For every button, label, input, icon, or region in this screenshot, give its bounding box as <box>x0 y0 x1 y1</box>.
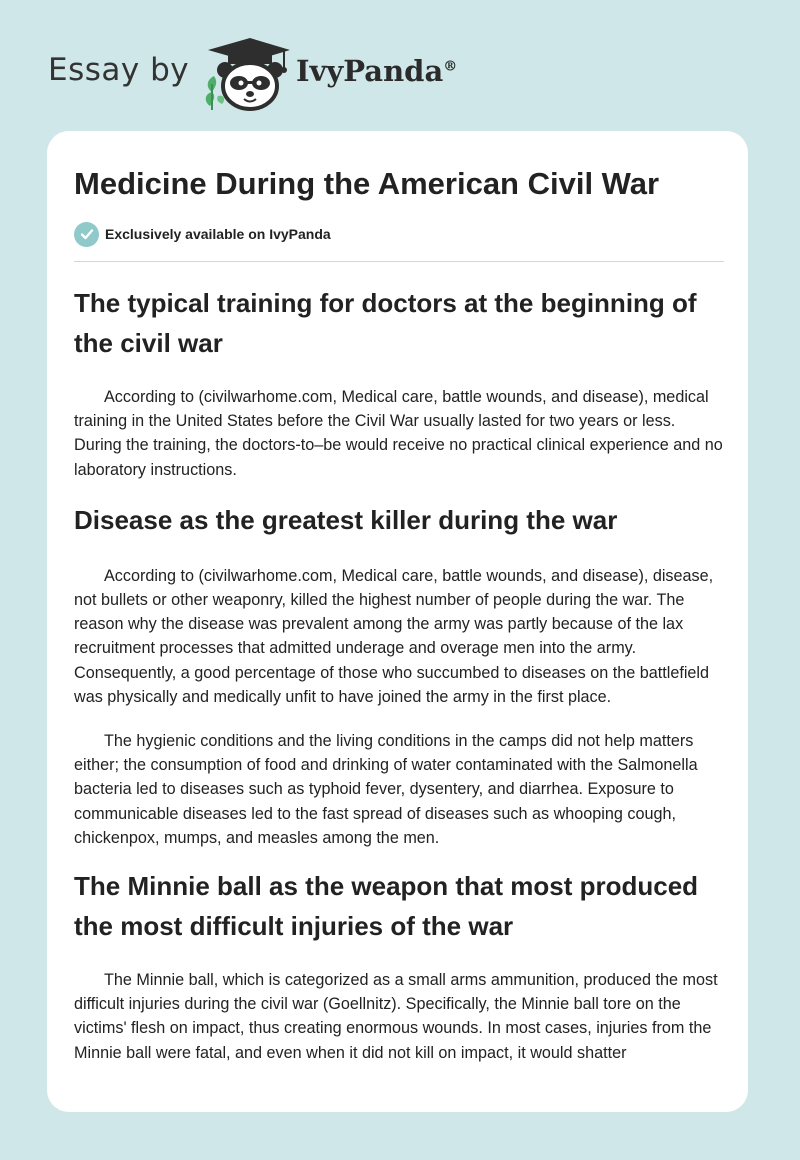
section-heading: The Minnie ball as the weapon that most produced the most difficult injuries of the war <box>74 871 699 942</box>
title-divider <box>74 261 724 262</box>
exclusive-badge <box>74 220 331 248</box>
panda-graduate-logo-icon[interactable] <box>198 36 294 112</box>
site-header <box>0 0 800 130</box>
section-doctor-training <box>74 283 724 482</box>
document-body <box>74 283 724 1065</box>
document-title: Medicine During the American Civil War <box>74 166 660 201</box>
document-card <box>47 131 748 1112</box>
essay-by-label: Essay by <box>48 52 190 88</box>
paragraph: According to (civilwarhome.com, Medical care, battle wounds, and disease), disease, not bullets or other weaponry, killed the highest number of people during the war. The reason why the disease was prevalent among the army was partly because of the lax recruitment processes that admitted underage and overage men into the army. Consequently, a good percentage of those who succumbed to diseases on the battlefield was physically and medically unfit to have joined the army in the first place. <box>74 566 714 706</box>
paragraph: The hygienic conditions and the living conditions in the camps did not help matters either; the consumption of food and drinking of water contaminated with the Salmonella bacteria led to diseases such as typhoid fever, dysentery, and diarrhea. Exposure to communicable diseases led to the fast spread of diseases such as whooping cough, chickenpox, mumps, and measles among the men. <box>74 732 698 847</box>
check-circle-icon <box>74 222 99 247</box>
section-heading: The typical training for doctors at the beginning of the civil war <box>74 288 697 358</box>
paragraph: The Minnie ball, which is categorized as a small arms ammunition, produced the most difficult injuries during the civil war (Goellnitz). Specifically, the Minnie ball tore on the victims' flesh on impact, thus creating enormous wounds. In most cases, injuries from the Minnie ball were fatal, and even when it did not kill on impact, it would shatter <box>74 971 718 1062</box>
paragraph: According to (civilwarhome.com, Medical care, battle wounds, and disease), medical training in the United States before the Civil War usually lasted for two years or less. During the training, the doctors-to–be would receive no practical clinical experience and no laboratory instructions. <box>74 388 723 479</box>
section-heading: Disease as the greatest killer during the war <box>74 504 618 535</box>
section-disease-killer <box>74 500 724 850</box>
registered-mark: ® <box>443 58 458 75</box>
brand-name[interactable]: IvyPanda® <box>296 54 458 88</box>
exclusive-badge-label: Exclusively available on IvyPanda <box>105 226 331 242</box>
section-minnie-ball <box>74 866 724 1065</box>
